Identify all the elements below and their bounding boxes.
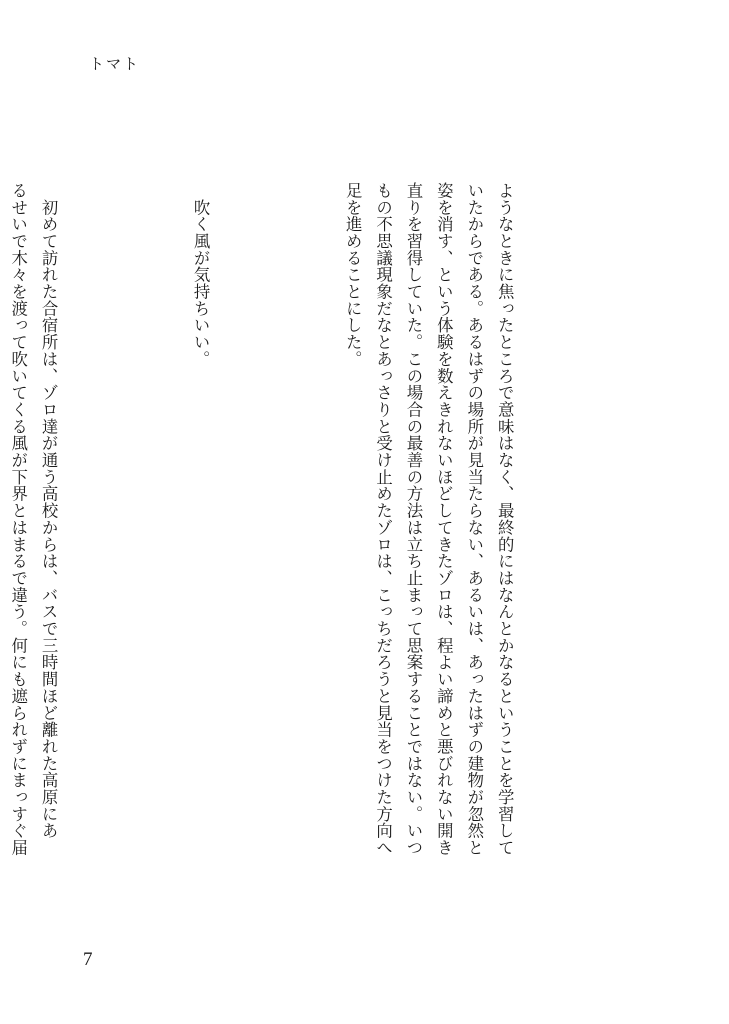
paragraph-2: 吹く風が気持ちいい。	[191, 182, 211, 368]
paragraph-3: 初めて訪れた合宿所は、ゾロ達が通う高校からは、バスで三時間ほど離れた高原にあ るせいで木々を渡って吹いてくる風が下界とはまるで違う。何にも遮られずにまっすぐ届	[8, 182, 59, 856]
running-title: トマト	[89, 55, 141, 73]
paragraph-1: ようなときに焦ったところで意味はなく、最終的にはなんとかなるということを学習して いたからである。あるはずの場所が見当たらない、あるいは、あったはずの建物が忽然と 姿を消す、という体験を数えきれないほどしてきたゾロは、程よい諦めと悪びれない開き 直りを習得していた。この場合の最善の方法は立ち止まって思案することではない。いつ もの不思議現象だなとあっさりと受け止めたゾロは、こっちだろうと見当をつけた方向へ 足を進めることにした。	[343, 182, 515, 856]
page-number: 7	[83, 949, 93, 970]
vertical-body-text	[8, 182, 580, 912]
